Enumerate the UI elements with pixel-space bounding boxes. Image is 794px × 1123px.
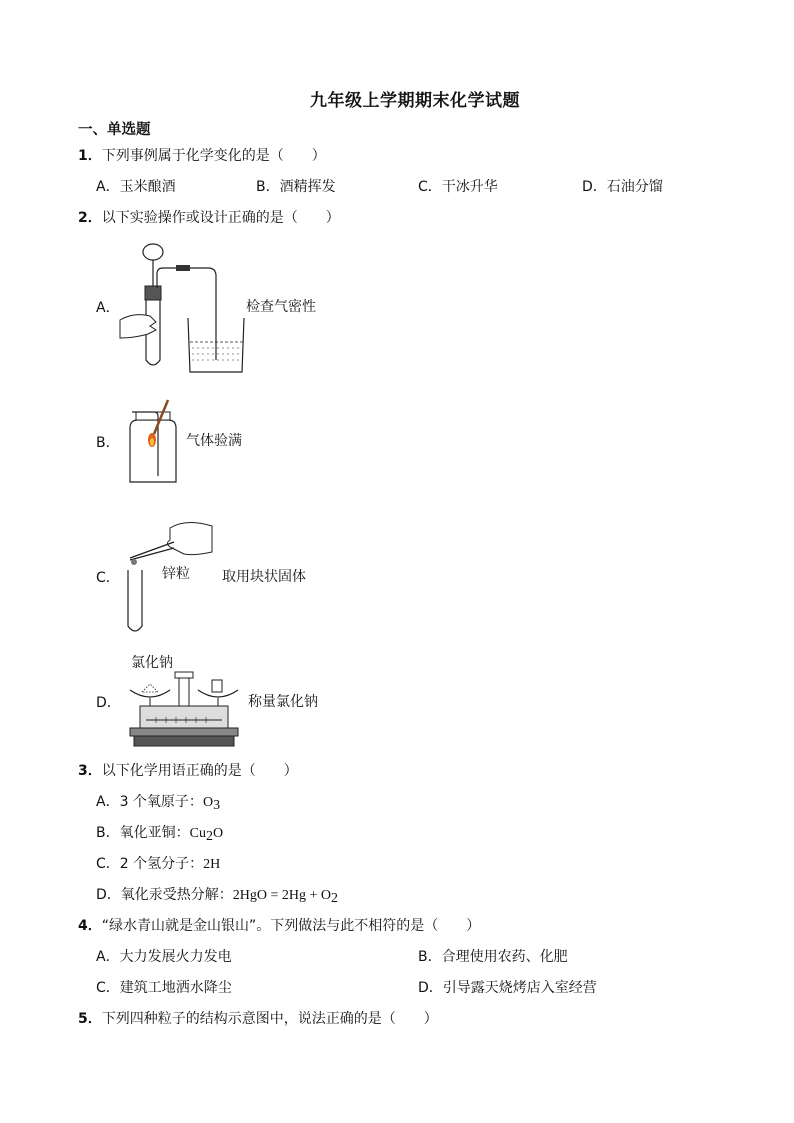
q3-option-d [96,884,338,904]
question-text: 以下化学用语正确的是（ ） [101,763,298,779]
option-label: A．3 个氧原子： [96,794,203,810]
q3-option-b [96,822,223,842]
option-formula: O [202,795,214,810]
q4-option-a: A．大力发展火力发电 [96,949,232,965]
question-number: 5． [78,1011,102,1027]
formula-subscript: 2 [205,829,213,844]
question-4 [78,915,480,935]
q4-option-b: B．合理使用农药、化肥 [418,949,568,965]
question-text: 以下实验操作或设计正确的是（ ） [101,210,340,226]
zinc-label: 锌粒 [162,566,190,582]
question-text: 下列事例属于化学变化的是（ ） [101,148,326,164]
q2-option-b-label: B． [96,435,120,451]
q2-option-c-caption: 取用块状固体 [222,569,306,585]
q2-option-d-label: D． [96,695,121,711]
q1-option-d: D．石油分馏 [582,179,663,195]
formula-rest: O [212,826,224,841]
question-text: “绿水青山就是金山银山”。下列做法与此不相符的是（ ） [101,918,481,934]
question-1 [78,145,326,165]
q4-option-c: C．建筑工地洒水降尘 [96,980,232,996]
page-title: 九年级上学期期末化学试题 [310,91,520,111]
q2-option-c-label: C． [96,570,120,586]
question-5 [78,1008,438,1028]
airtightness-apparatus-figure [116,242,246,372]
section-heading: 一、单选题 [78,122,151,138]
q4-option-d: D．引导露天烧烤店入室经营 [418,980,597,996]
balance-figure [126,670,242,750]
question-number: 3． [78,763,102,779]
question-number: 1． [78,148,102,164]
option-label: D．氧化汞受热分解： [96,887,233,903]
question-3 [78,760,298,780]
q3-option-a [96,791,220,811]
q2-option-a-label: A． [96,300,120,316]
question-text: 下列四种粒子的结构示意图中，说法正确的是（ ） [101,1011,438,1027]
formula-subscript: 2 [331,891,339,906]
q3-option-c [96,853,220,873]
q2-option-a-caption: 检查气密性 [246,299,316,315]
formula-subscript: 3 [213,798,221,813]
question-number: 2． [78,210,102,226]
q1-option-b: B．酒精挥发 [256,179,336,195]
option-formula: Cu [189,826,206,841]
q2-option-d-caption: 称量氯化钠 [248,694,318,710]
q2-option-b-caption: 气体验满 [186,433,242,449]
gas-bottle-figure [126,398,182,484]
option-label: B．氧化亚铜： [96,825,190,841]
sodium-chloride-label: 氯化钠 [131,655,173,671]
option-formula: 2H [203,857,221,872]
question-number: 4． [78,918,102,934]
q1-option-c: C．干冰升华 [418,179,498,195]
option-formula: 2HgO = 2Hg + O [232,888,332,903]
option-label: C．2 个氢分子： [96,856,204,872]
question-2 [78,207,340,227]
q1-option-a: A．玉米酿酒 [96,179,176,195]
